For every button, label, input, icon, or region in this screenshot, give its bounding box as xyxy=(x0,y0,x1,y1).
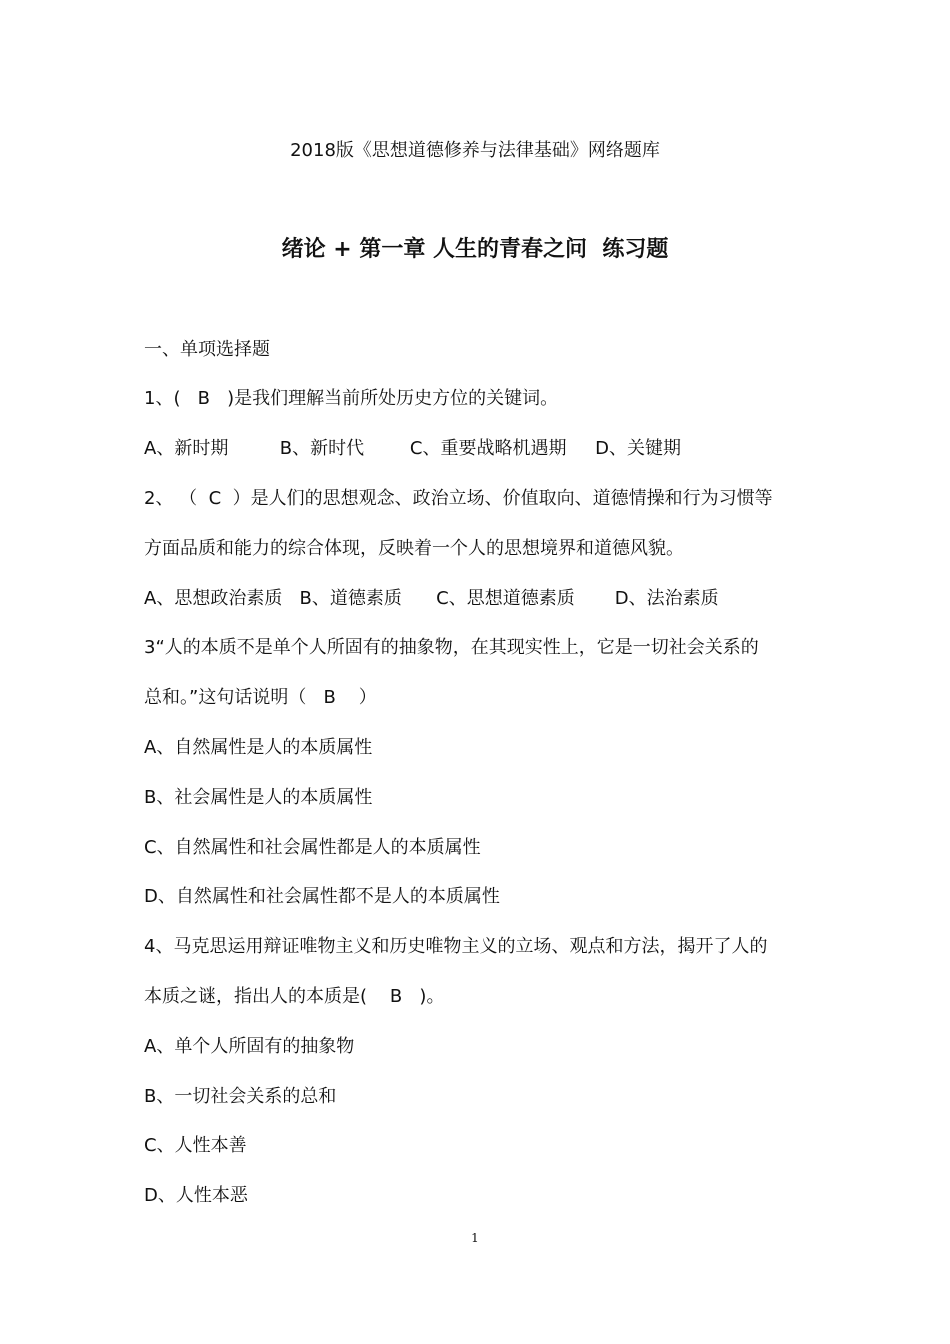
question-4-option-c: C、人性本善 xyxy=(144,1135,247,1156)
document-subtitle: 2018版《思想道德修养与法律基础》网络题库 xyxy=(290,140,660,161)
question-4-option-b: B、一切社会关系的总和 xyxy=(144,1086,337,1107)
question-3-option-d: D、自然属性和社会属性都不是人的本质属性 xyxy=(144,886,500,907)
question-4-option-d: D、人性本恶 xyxy=(144,1185,248,1206)
question-4-option-a: A、单个人所固有的抽象物 xyxy=(144,1036,355,1057)
question-4-line-2: 本质之谜，指出人的本质是( B )。 xyxy=(144,986,445,1007)
section-heading: 一、单项选择题 xyxy=(144,339,270,360)
question-3-line-1: 3“人的本质不是单个人所固有的抽象物，在其现实性上，它是一切社会关系的 xyxy=(144,637,759,658)
question-2-options: A、思想政治素质 B、道德素质 C、思想道德素质 D、法治素质 xyxy=(144,588,719,609)
question-1-options: A、新时期 B、新时代 C、重要战略机遇期 D、关键期 xyxy=(144,438,681,459)
question-3-option-c: C、自然属性和社会属性都是人的本质属性 xyxy=(144,837,481,858)
question-3-option-b: B、社会属性是人的本质属性 xyxy=(144,787,373,808)
document-title: 绪论 + 第一章 人生的青春之问 练习题 xyxy=(281,237,669,262)
page-number: 1 xyxy=(471,1231,479,1245)
question-2-line-2: 方面品质和能力的综合体现，反映着一个人的思想境界和道德风貌。 xyxy=(144,538,684,559)
question-4-line-1: 4、马克思运用辩证唯物主义和历史唯物主义的立场、观点和方法，揭开了人的 xyxy=(144,936,768,957)
question-3-option-a: A、自然属性是人的本质属性 xyxy=(144,737,373,758)
question-3-line-2: 总和。”这句话说明（ B ） xyxy=(144,687,377,708)
question-2-line-1: 2、 （ C ）是人们的思想观念、政治立场、价值取向、道德情操和行为习惯等 xyxy=(144,488,773,509)
question-1: 1、( B )是我们理解当前所处历史方位的关键词。 xyxy=(144,388,559,409)
